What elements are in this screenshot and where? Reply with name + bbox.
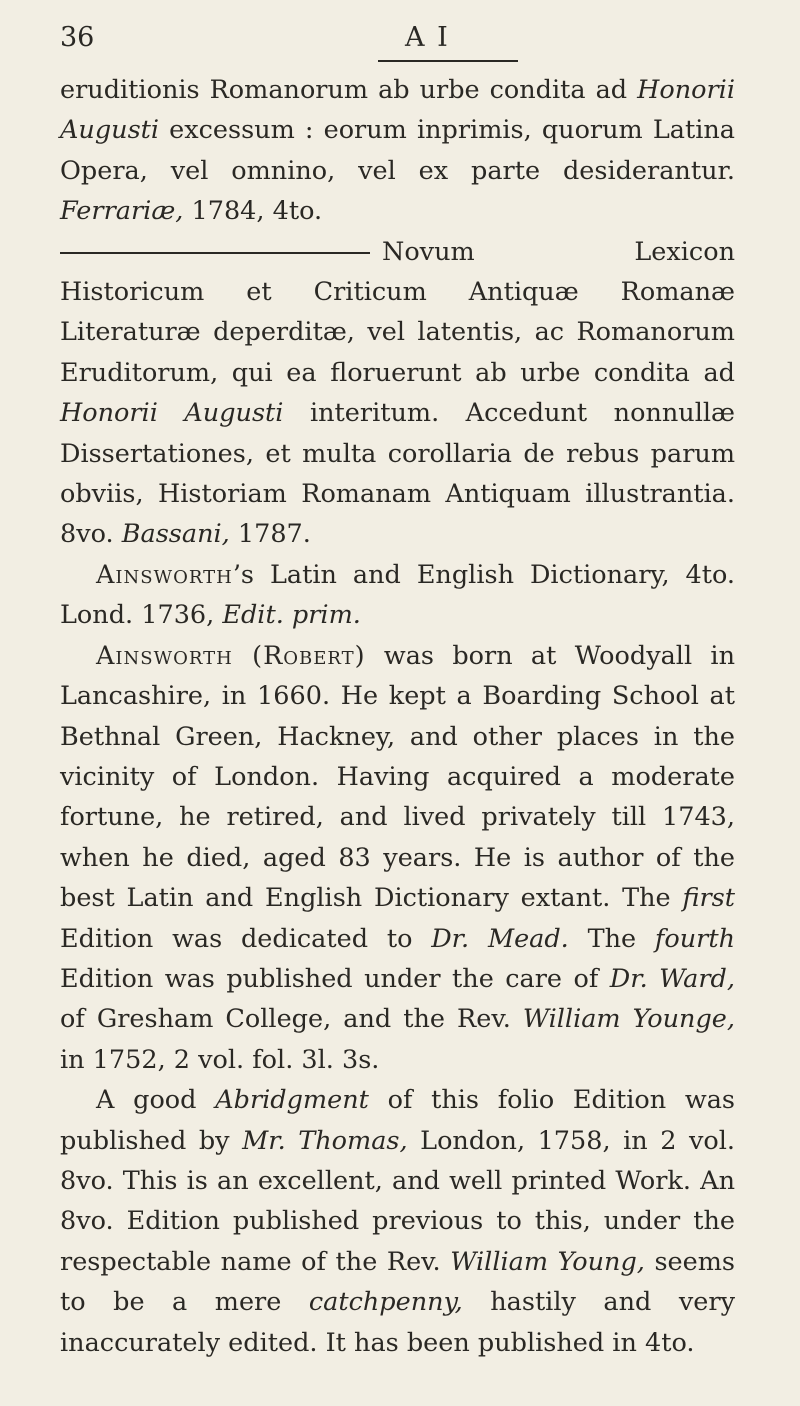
- page-number: 36: [60, 22, 95, 53]
- running-head: A I: [405, 22, 450, 53]
- entry-paragraph-5: A good Abridgment of this folio Edition was published by Mr. Thomas, London, 1758, in 2 vol. 8vo. This is an excellent, and well printed Work. An 8vo. Edition published previous to this, under the respectable name of the Rev. William Young, seems to be a mere catchpenny, hastily and very inaccurately edited. It has been published in 4to.: [60, 1085, 736, 1358]
- entry-paragraph-4: Ainsworth (Robert) was born at Woodyall in Lancashire, in 1660. He kept a Boarding School at Bethnal Green, Hackney, and other places in the vicinity of London. Having acquired a moderate fortune, he retired, and lived privately till 1743, when he died, aged 83 years. He is author of the best Latin and English Dictionary extant. The first Edition was dedicated to Dr. Mead. The fourth Edition was published under the care of Dr. Ward, of Gresham College, and the Rev. William Younge, in 1752, 2 vol. fol. 3l. 3s.: [60, 640, 736, 1075]
- ditto-rule: [60, 252, 370, 254]
- entry-paragraph-3: Ainsworth’s Latin and English Dictionary, 4to. Lond. 1736, Edit. prim.: [60, 559, 735, 631]
- entry-paragraph-2: Novum Lexicon Historicum et Criticum Antiquæ Romanæ Literaturæ deperditæ, vel latentis, ac Romanorum Eruditorum, qui ea floruerunt ab urbe condita ad Honorii Augusti interitum. Accedunt nonnullæ Dissertationes, et multa corollaria de rebus parum obviis, Historiam Romanam Antiquam illustrantia. 8vo. Bassani, 1787.: [60, 236, 735, 550]
- body-text: [60, 70, 735, 1363]
- header-rule: [378, 60, 518, 62]
- page-header: [60, 22, 740, 56]
- entry-paragraph-1: eruditionis Romanorum ab urbe condita ad Honorii Augusti excessum : eorum inprimis, quorum Latina Opera, vel omnino, vel ex parte desiderantur. Ferrariæ, 1784, 4to.: [60, 75, 735, 227]
